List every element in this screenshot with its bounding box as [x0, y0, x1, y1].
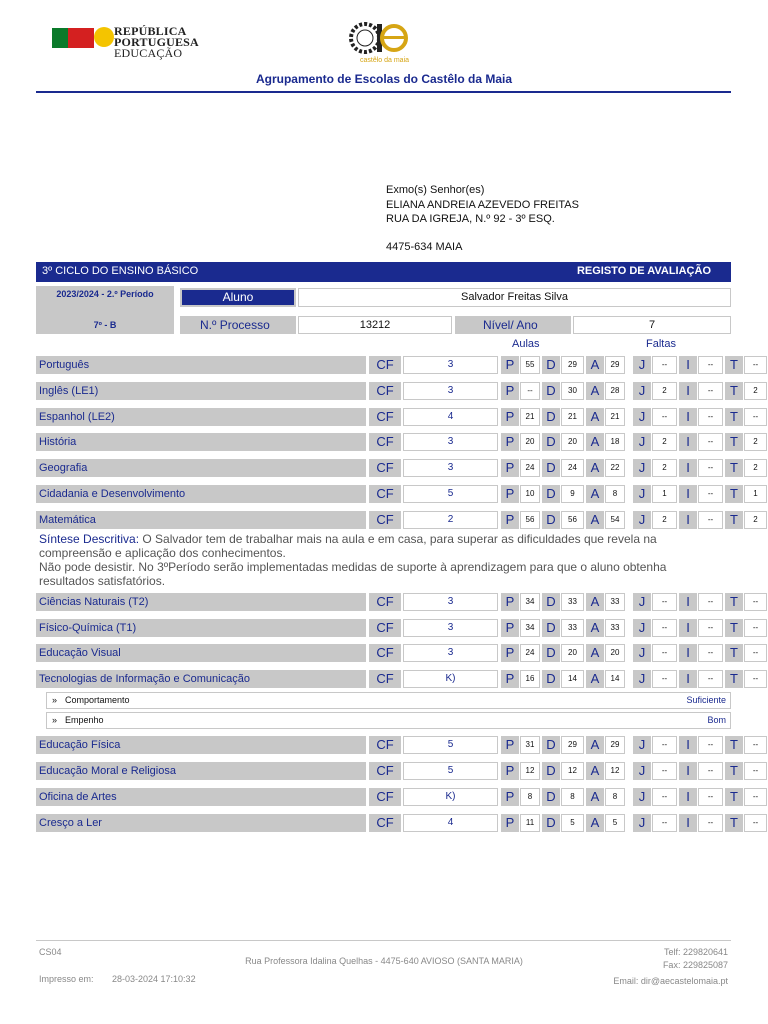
classes-planned-value: 56 [520, 511, 540, 529]
bullet-icon: » [52, 715, 58, 725]
subject-name: Ciências Naturais (T2) [36, 593, 366, 611]
classes-attended-value: 28 [605, 382, 625, 400]
classes-attended-label: A [586, 356, 604, 374]
flag-red-block [68, 28, 94, 48]
final-grade-value: 3 [403, 619, 498, 637]
classes-given-label: D [542, 644, 560, 662]
absences-total-value: -- [744, 788, 767, 806]
final-grade-value: 3 [403, 382, 498, 400]
absences-justified-value: -- [652, 814, 677, 832]
absences-unjustified-label: I [679, 485, 697, 503]
school-logo [348, 20, 418, 64]
report-band [36, 262, 731, 282]
classes-attended-value: 54 [605, 511, 625, 529]
final-grade-label: CF [369, 619, 401, 637]
absences-unjustified-label: I [679, 736, 697, 754]
republic-line-1: REPÚBLICA [114, 24, 187, 38]
sintese-descritiva [39, 532, 729, 588]
absences-total-label: T [725, 644, 743, 662]
absences-justified-label: J [633, 408, 651, 426]
final-grade-value: K) [403, 670, 498, 688]
absences-total-label: T [725, 382, 743, 400]
subject-row [36, 814, 759, 832]
absences-justified-value: -- [652, 593, 677, 611]
subject-row [36, 459, 758, 477]
logo-caption: castêlo da maia [360, 57, 410, 64]
classes-given-label: D [542, 814, 560, 832]
final-grade-value: 5 [403, 736, 498, 754]
processo-label: N.º Processo [180, 316, 296, 334]
classes-attended-label: A [586, 670, 604, 688]
final-grade-label: CF [369, 356, 401, 374]
final-grade-value: 3 [403, 459, 498, 477]
classes-attended-value: 5 [605, 814, 625, 832]
classes-given-value: 33 [561, 593, 584, 611]
absences-justified-value: -- [652, 736, 677, 754]
subject-name: Espanhol (LE2) [36, 408, 366, 426]
school-phone: Telf: 229820641 [663, 947, 728, 957]
subject-name: Tecnologias de Informação e Comunicação [36, 670, 366, 688]
subject-name: História [36, 433, 366, 451]
final-grade-label: CF [369, 593, 401, 611]
sintese-line-3: Não pode desistir. No 3ºPeríodo serão implementadas medidas de suporte à aprendizagem para que o aluno obtenha [39, 560, 667, 574]
absences-total-value: -- [744, 736, 767, 754]
absences-total-value: 2 [744, 382, 767, 400]
final-grade-value: 4 [403, 814, 498, 832]
subject-name: Inglês (LE1) [36, 382, 366, 400]
classes-planned-label: P [501, 762, 519, 780]
classes-attended-label: A [586, 382, 604, 400]
absences-justified-value: 2 [652, 459, 677, 477]
classes-attended-value: 20 [605, 644, 625, 662]
classes-attended-label: A [586, 408, 604, 426]
subject-row [36, 433, 758, 451]
addressee-salutation: Exmo(s) Senhor(es) [386, 184, 485, 196]
absences-total-value: -- [744, 644, 767, 662]
subject-name: Geografia [36, 459, 366, 477]
class-label: 7º - B [93, 320, 117, 330]
addressee-name: ELIANA ANDREIA AZEVEDO FREITAS [386, 199, 579, 211]
classes-attended-label: A [586, 644, 604, 662]
subject-row [36, 788, 759, 806]
classes-given-value: 30 [561, 382, 584, 400]
absences-total-value: 1 [744, 485, 767, 503]
classes-given-value: 9 [561, 485, 584, 503]
header-divider [36, 91, 731, 93]
classes-planned-value: 8 [520, 788, 540, 806]
absences-justified-value: 1 [652, 485, 677, 503]
absences-total-label: T [725, 356, 743, 374]
classes-given-label: D [542, 762, 560, 780]
subject-name: Educação Moral e Religiosa [36, 762, 366, 780]
absences-unjustified-value: -- [698, 644, 723, 662]
absences-justified-value: 2 [652, 511, 677, 529]
final-grade-value: 3 [403, 593, 498, 611]
aluno-label: Aluno [182, 290, 294, 305]
final-grade-value: 3 [403, 644, 498, 662]
absences-total-label: T [725, 670, 743, 688]
absences-justified-label: J [633, 433, 651, 451]
classes-planned-value: 55 [520, 356, 540, 374]
absences-unjustified-label: I [679, 593, 697, 611]
student-name: Salvador Freitas Silva [298, 288, 731, 307]
report-title: REGISTO DE AVALIAÇÃO [576, 265, 711, 277]
absences-justified-label: J [633, 356, 651, 374]
absences-unjustified-label: I [679, 408, 697, 426]
absences-justified-label: J [633, 511, 651, 529]
classes-planned-label: P [501, 814, 519, 832]
classes-attended-label: A [586, 511, 604, 529]
qualitative-name: Empenho [65, 715, 104, 725]
final-grade-label: CF [369, 644, 401, 662]
absences-justified-value: 2 [652, 433, 677, 451]
subject-row [36, 762, 759, 780]
classes-given-value: 33 [561, 619, 584, 637]
absences-justified-label: J [633, 619, 651, 637]
final-grade-label: CF [369, 762, 401, 780]
subject-row [36, 356, 759, 374]
absences-unjustified-value: -- [698, 356, 723, 374]
final-grade-label: CF [369, 814, 401, 832]
republic-emblem-icon [94, 27, 114, 47]
classes-given-value: 20 [561, 433, 584, 451]
classes-given-label: D [542, 459, 560, 477]
absences-total-label: T [725, 736, 743, 754]
subject-name: Português [36, 356, 366, 374]
classes-given-label: D [542, 619, 560, 637]
absences-total-value: -- [744, 593, 767, 611]
printed-date: 28-03-2024 17:10:32 [112, 974, 196, 984]
classes-given-value: 24 [561, 459, 584, 477]
final-grade-label: CF [369, 670, 401, 688]
absences-total-value: -- [744, 814, 767, 832]
qualitative-value: Bom [707, 715, 726, 725]
classes-attended-value: 33 [605, 619, 625, 637]
absences-total-value: -- [744, 408, 767, 426]
classes-given-value: 29 [561, 356, 584, 374]
final-grade-value: 5 [403, 485, 498, 503]
absences-justified-label: J [633, 593, 651, 611]
final-grade-value: 4 [403, 408, 498, 426]
sintese-line-1: O Salvador tem de trabalhar mais na aula e em casa, para superar as dificuldades que revela na [139, 532, 657, 546]
absences-unjustified-label: I [679, 762, 697, 780]
absences-justified-value: -- [652, 408, 677, 426]
absences-justified-label: J [633, 670, 651, 688]
subject-name: Educação Visual [36, 644, 366, 662]
qualitative-row-effort [46, 712, 731, 729]
classes-planned-value: 10 [520, 485, 540, 503]
classes-given-value: 8 [561, 788, 584, 806]
absences-total-value: 2 [744, 459, 767, 477]
classes-attended-label: A [586, 736, 604, 754]
classes-attended-value: 29 [605, 736, 625, 754]
absences-total-label: T [725, 788, 743, 806]
absences-justified-value: -- [652, 644, 677, 662]
subject-row [36, 485, 758, 503]
school-email: Email: dir@aecastelomaia.pt [613, 976, 728, 986]
absences-total-label: T [725, 593, 743, 611]
absences-total-value: 2 [744, 511, 767, 529]
absences-justified-label: J [633, 485, 651, 503]
classes-given-value: 14 [561, 670, 584, 688]
qualitative-value: Suficiente [686, 695, 726, 705]
classes-attended-value: 14 [605, 670, 625, 688]
absences-total-value: -- [744, 670, 767, 688]
classes-planned-label: P [501, 511, 519, 529]
classes-planned-value: 20 [520, 433, 540, 451]
classes-planned-label: P [501, 459, 519, 477]
addressee-postal: 4475-634 MAIA [386, 241, 463, 253]
classes-planned-value: 11 [520, 814, 540, 832]
subject-row [36, 736, 759, 754]
classes-planned-value: 21 [520, 408, 540, 426]
classes-attended-value: 12 [605, 762, 625, 780]
period-label: 2023/2024 - 2.º Período [56, 289, 154, 299]
classes-planned-value: 16 [520, 670, 540, 688]
subject-row [36, 619, 759, 637]
classes-given-value: 5 [561, 814, 584, 832]
classes-given-value: 12 [561, 762, 584, 780]
absences-unjustified-value: -- [698, 433, 723, 451]
absences-total-value: -- [744, 619, 767, 637]
absences-unjustified-value: -- [698, 459, 723, 477]
absences-justified-value: -- [652, 762, 677, 780]
subject-name: Matemática [36, 511, 366, 529]
classes-given-label: D [542, 408, 560, 426]
classes-given-value: 20 [561, 644, 584, 662]
absences-unjustified-label: I [679, 670, 697, 688]
final-grade-value: 2 [403, 511, 498, 529]
addressee-street: RUA DA IGREJA, N.º 92 - 3º ESQ. [386, 213, 555, 225]
absences-unjustified-label: I [679, 511, 697, 529]
absences-total-value: -- [744, 762, 767, 780]
absences-unjustified-value: -- [698, 619, 723, 637]
classes-attended-label: A [586, 762, 604, 780]
classes-attended-label: A [586, 814, 604, 832]
subject-row [36, 593, 759, 611]
classes-planned-value: 34 [520, 619, 540, 637]
absences-justified-value: -- [652, 670, 677, 688]
classes-given-label: D [542, 670, 560, 688]
subject-row [36, 408, 759, 426]
document-code: CS04 [39, 947, 62, 957]
period-class-box [36, 286, 174, 334]
classes-planned-label: P [501, 644, 519, 662]
absences-total-value: 2 [744, 433, 767, 451]
classes-attended-value: 22 [605, 459, 625, 477]
classes-given-label: D [542, 485, 560, 503]
absences-total-label: T [725, 762, 743, 780]
classes-given-value: 21 [561, 408, 584, 426]
absences-justified-value: -- [652, 356, 677, 374]
republic-logo-text [114, 26, 199, 59]
classes-planned-value: -- [520, 382, 540, 400]
sintese-line-4: resultados satisfatórios. [39, 574, 166, 588]
absences-justified-value: -- [652, 619, 677, 637]
absences-unjustified-label: I [679, 814, 697, 832]
absences-justified-label: J [633, 788, 651, 806]
classes-given-label: D [542, 511, 560, 529]
classes-planned-label: P [501, 788, 519, 806]
classes-attended-label: A [586, 788, 604, 806]
classes-given-value: 29 [561, 736, 584, 754]
cycle-label: 3º CICLO DO ENSINO BÁSICO [42, 265, 199, 277]
absences-unjustified-label: I [679, 459, 697, 477]
absences-total-label: T [725, 459, 743, 477]
subject-row [36, 644, 759, 662]
subject-name: Cidadania e Desenvolvimento [36, 485, 366, 503]
classes-given-label: D [542, 356, 560, 374]
qualitative-name: Comportamento [65, 695, 130, 705]
classes-planned-label: P [501, 619, 519, 637]
absences-unjustified-label: I [679, 356, 697, 374]
absences-total-label: T [725, 619, 743, 637]
absences-total-label: T [725, 485, 743, 503]
processo-value: 13212 [298, 316, 452, 334]
absences-justified-label: J [633, 736, 651, 754]
final-grade-label: CF [369, 408, 401, 426]
classes-planned-value: 12 [520, 762, 540, 780]
subject-name: Educação Física [36, 736, 366, 754]
subject-name: Físico-Química (T1) [36, 619, 366, 637]
subject-row [36, 382, 758, 400]
classes-planned-label: P [501, 485, 519, 503]
absences-unjustified-value: -- [698, 736, 723, 754]
republic-line-3: EDUCAÇÃO [114, 46, 183, 60]
classes-attended-value: 29 [605, 356, 625, 374]
classes-given-label: D [542, 593, 560, 611]
absences-unjustified-value: -- [698, 814, 723, 832]
classes-planned-label: P [501, 593, 519, 611]
classes-planned-label: P [501, 408, 519, 426]
qualitative-row-behaviour [46, 692, 731, 709]
final-grade-value: 3 [403, 356, 498, 374]
final-grade-label: CF [369, 459, 401, 477]
subject-name: Cresço a Ler [36, 814, 366, 832]
absences-justified-label: J [633, 762, 651, 780]
classes-attended-label: A [586, 485, 604, 503]
classes-planned-label: P [501, 670, 519, 688]
final-grade-label: CF [369, 485, 401, 503]
nivel-value: 7 [573, 316, 731, 334]
classes-given-label: D [542, 788, 560, 806]
absences-unjustified-label: I [679, 644, 697, 662]
printed-label: Impresso em: [39, 974, 94, 984]
aluno-label-box [180, 288, 296, 307]
final-grade-label: CF [369, 788, 401, 806]
school-fax: Fax: 229825087 [662, 960, 728, 970]
absences-total-label: T [725, 408, 743, 426]
final-grade-label: CF [369, 511, 401, 529]
classes-planned-value: 34 [520, 593, 540, 611]
classes-attended-label: A [586, 459, 604, 477]
final-grade-value: 3 [403, 433, 498, 451]
bullet-icon: » [52, 695, 58, 705]
final-grade-label: CF [369, 433, 401, 451]
absences-justified-value: -- [652, 788, 677, 806]
absences-unjustified-value: -- [698, 511, 723, 529]
classes-given-label: D [542, 433, 560, 451]
classes-planned-value: 31 [520, 736, 540, 754]
absences-unjustified-value: -- [698, 485, 723, 503]
classes-attended-value: 8 [605, 485, 625, 503]
republic-line-2: PORTUGUESA [114, 35, 199, 49]
absences-justified-value: 2 [652, 382, 677, 400]
absences-unjustified-value: -- [698, 762, 723, 780]
final-grade-label: CF [369, 736, 401, 754]
absences-total-label: T [725, 433, 743, 451]
absences-unjustified-label: I [679, 382, 697, 400]
classes-planned-value: 24 [520, 459, 540, 477]
aulas-header: Aulas [512, 338, 540, 350]
absences-justified-label: J [633, 382, 651, 400]
absences-unjustified-label: I [679, 788, 697, 806]
absences-unjustified-label: I [679, 433, 697, 451]
absences-total-label: T [725, 814, 743, 832]
subject-row [36, 511, 758, 529]
classes-given-value: 56 [561, 511, 584, 529]
faltas-header: Faltas [646, 338, 676, 350]
final-grade-label: CF [369, 382, 401, 400]
absences-justified-label: J [633, 644, 651, 662]
classes-attended-label: A [586, 619, 604, 637]
footer-divider [36, 940, 731, 941]
classes-given-label: D [542, 736, 560, 754]
final-grade-value: K) [403, 788, 498, 806]
classes-attended-value: 18 [605, 433, 625, 451]
absences-unjustified-value: -- [698, 382, 723, 400]
sintese-line-2: compreensão e aplicação dos conhecimentos. [39, 546, 286, 560]
absences-justified-label: J [633, 814, 651, 832]
classes-attended-label: A [586, 593, 604, 611]
classes-attended-value: 33 [605, 593, 625, 611]
nivel-label: Nível/ Ano [455, 316, 571, 334]
school-name: Agrupamento de Escolas do Castêlo da Maia [255, 72, 513, 86]
subject-name: Oficina de Artes [36, 788, 366, 806]
absences-unjustified-value: -- [698, 593, 723, 611]
school-address: Rua Professora Idalina Quelhas - 4475-640 AVIOSO (SANTA MARIA) [245, 956, 523, 966]
classes-attended-value: 21 [605, 408, 625, 426]
absences-unjustified-label: I [679, 619, 697, 637]
classes-planned-label: P [501, 382, 519, 400]
classes-given-label: D [542, 382, 560, 400]
classes-attended-label: A [586, 433, 604, 451]
classes-planned-value: 24 [520, 644, 540, 662]
absences-unjustified-value: -- [698, 788, 723, 806]
sintese-label: Síntese Descritiva: [39, 532, 140, 546]
subject-row [36, 670, 759, 688]
absences-unjustified-value: -- [698, 670, 723, 688]
classes-planned-label: P [501, 433, 519, 451]
classes-attended-value: 8 [605, 788, 625, 806]
absences-unjustified-value: -- [698, 408, 723, 426]
absences-justified-label: J [633, 459, 651, 477]
absences-total-label: T [725, 511, 743, 529]
final-grade-value: 5 [403, 762, 498, 780]
absences-total-value: -- [744, 356, 767, 374]
classes-planned-label: P [501, 356, 519, 374]
classes-planned-label: P [501, 736, 519, 754]
